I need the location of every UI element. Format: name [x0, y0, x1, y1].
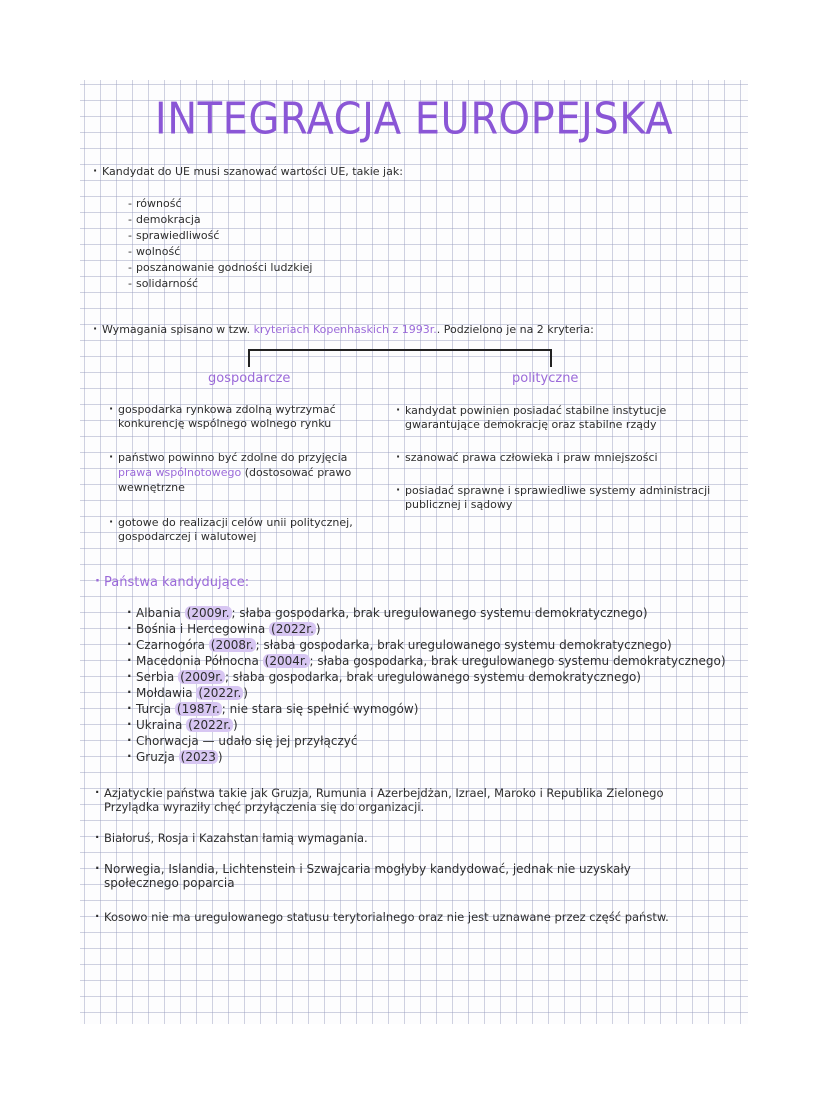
- note-item: · Azjatyckie państwa takie jak Gruzja, Rumunia i Azerbejdżan, Izrael, Maroko i Republika Zielonego Przylądka wyraziły chęć przyłączenia się do organizacji.: [104, 786, 664, 814]
- note-item: · Białoruś, Rosja i Kazahstan łamią wymagania.: [104, 831, 368, 845]
- year-highlight: (2022r.: [198, 686, 242, 700]
- year-highlight: (2022r.: [188, 718, 232, 732]
- candidate-item: · Mołdawia (2022r. ): [136, 686, 248, 700]
- value-item: - równość: [128, 197, 182, 210]
- copenhagen-criteria-highlight: kryteriach Kopenhaskich z 1993r.: [253, 323, 437, 336]
- note-item: · Kosowo nie ma uregulowanego statusu terytorialnego oraz nie jest uznawane przez część państw.: [104, 910, 669, 924]
- year-highlight: (2009r.: [180, 670, 223, 684]
- community-law-highlight: prawa wspólnotowego: [118, 466, 242, 479]
- political-item: · kandydat powinien posiadać stabilne instytucje gwarantujące demokrację oraz stabilne rządy: [405, 404, 666, 432]
- candidate-item: · Turcja (1987r. ; nie stara się spełnić wymogów): [136, 702, 418, 716]
- year-highlight: (2022r.: [271, 622, 314, 636]
- political-item: · posiadać sprawne i sprawiedliwe systemy administracji publicznej i sądowy: [405, 484, 710, 512]
- year-highlight: (1987r.: [176, 702, 220, 716]
- values-intro: · Kandydat do UE musi szanować wartości UE, takie jak:: [102, 165, 403, 179]
- candidate-item: · Ukraina (2022r. ): [136, 718, 238, 732]
- candidate-item: · Gruzja (2023 ): [136, 750, 223, 764]
- value-item: - poszanowanie godności ludzkiej: [128, 261, 313, 274]
- branch-economic: gospodarcze: [208, 371, 291, 386]
- value-item: - wolność: [128, 245, 181, 258]
- value-item: - demokracja: [128, 213, 201, 226]
- value-item: - solidarność: [128, 277, 199, 290]
- candidate-item: · Albania (2009r. ; słaba gospodarka, brak uregulowanego systemu demokratycznego): [136, 606, 648, 620]
- economic-item: · państwo powinno być zdolne do przyjęcia prawa wspólnotowego (dostosować prawo wewnętrzne: [118, 450, 351, 495]
- criteria-bracket: [248, 349, 552, 367]
- note-item: · Norwegia, Islandia, Lichtenstein i Szwajcaria mogłyby kandydować, jednak nie uzyskały społecznego poparcia: [104, 862, 631, 890]
- candidate-item: · Macedonia Północna (2004r. ; słaba gospodarka, brak uregulowanego systemu demokratycznego): [136, 654, 726, 668]
- year-highlight: (2004r.: [264, 654, 308, 668]
- candidate-item: · Bośnia i Hercegowina (2022r. ): [136, 622, 321, 636]
- year-highlight: (2008r.: [210, 638, 254, 652]
- year-highlight: (2023: [180, 750, 216, 764]
- year-highlight: (2009r.: [186, 606, 230, 620]
- page-title: INTEGRACJA EUROPEJSKA: [154, 93, 674, 145]
- branch-political: polityczne: [512, 371, 579, 386]
- criteria-intro: · Wymagania spisano w tzw. kryteriach Kopenhaskich z 1993r.. Podzielono je na 2 kryteria:: [102, 323, 594, 337]
- candidate-item: · Chorwacja — udało się jej przyłączyć: [136, 734, 357, 748]
- economic-item: · gospodarka rynkowa zdolną wytrzymać konkurencję wspólnego wolnego rynku: [118, 403, 336, 431]
- candidate-item: · Czarnogóra (2008r. ; słaba gospodarka, brak uregulowanego systemu demokratycznego): [136, 638, 672, 652]
- candidate-item: · Serbia (2009r. ; słaba gospodarka, brak uregulowanego systemu demokratycznego): [136, 670, 641, 684]
- candidates-heading: · Państwa kandydujące:: [104, 576, 249, 590]
- political-item: · szanować prawa człowieka i praw mniejszości: [405, 451, 658, 465]
- value-item: - sprawiedliwość: [128, 229, 220, 242]
- economic-item: · gotowe do realizacji celów unii politycznej, gospodarczej i walutowej: [118, 516, 353, 544]
